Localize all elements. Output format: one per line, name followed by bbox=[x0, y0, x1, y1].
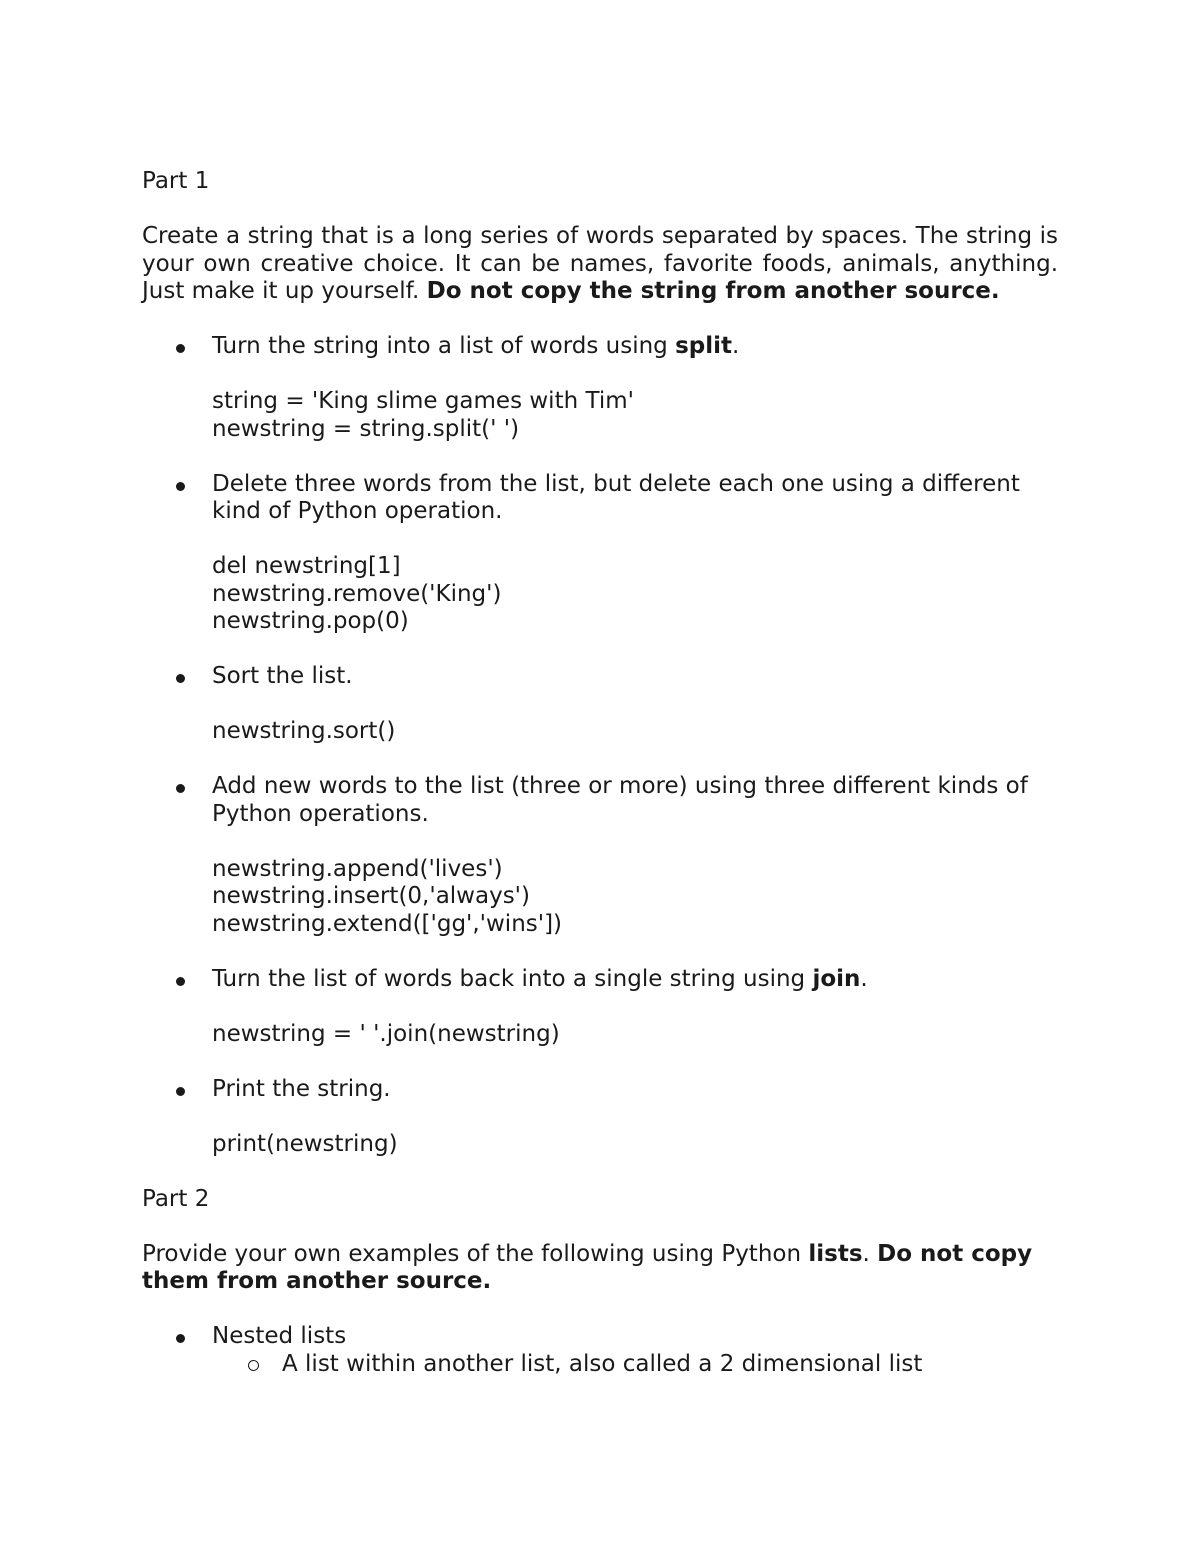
item-text: Nested lists bbox=[212, 1323, 347, 1349]
code-line: newstring = string.split(' ') bbox=[212, 415, 520, 442]
sub-list-item bbox=[142, 1351, 1058, 1379]
bullet-icon bbox=[176, 1087, 185, 1096]
list-item bbox=[142, 966, 1058, 994]
bullet-icon bbox=[176, 1334, 185, 1343]
part1-intro-text: Create a string that is a long series of words separated by spaces. The string is your own creative choice. It can be names, favorite foods, animals, anything. Just make it up yourself. bbox=[142, 223, 1058, 304]
code-line: newstring = ' '.join(newstring) bbox=[212, 1020, 560, 1047]
list-item bbox=[142, 1076, 1058, 1104]
item-text: Turn the list of words back into a single string using bbox=[212, 965, 813, 992]
code-example bbox=[142, 718, 1058, 746]
part2-intro-warning: Do not copy them from another source. bbox=[142, 1240, 1033, 1294]
code-line: newstring.extend(['gg','wins']) bbox=[212, 910, 563, 937]
part2-intro-mid: . bbox=[862, 1240, 878, 1267]
item-text: Delete three words from the list, but delete each one using a different kind of Python operation. bbox=[212, 470, 1020, 524]
code-line: newstring.remove('King') bbox=[212, 580, 502, 607]
bullet-icon bbox=[176, 674, 185, 683]
code-line: newstring.append('lives') bbox=[212, 855, 503, 882]
part2-intro-text: Provide your own examples of the following using Python bbox=[142, 1240, 809, 1267]
item-text: Print the string. bbox=[212, 1075, 391, 1102]
list-item bbox=[142, 773, 1058, 828]
code-line: print(newstring) bbox=[212, 1130, 398, 1157]
code-line: string = 'King slime games with Tim' bbox=[212, 388, 634, 414]
item-text: Add new words to the list (three or more) using three different kinds of Python operations. bbox=[212, 773, 1028, 827]
code-example bbox=[142, 1021, 1058, 1049]
part1-intro bbox=[142, 223, 1058, 306]
sub-item-text: A list within another list, also called a 2 dimensional list bbox=[282, 1350, 923, 1377]
document-page bbox=[142, 168, 1058, 1378]
code-example bbox=[142, 388, 1058, 443]
code-line: del newstring[1] bbox=[212, 553, 401, 579]
part1-intro-warning: Do not copy the string from another source. bbox=[426, 278, 1000, 304]
list-item bbox=[142, 471, 1058, 526]
part2-intro-keyword: lists bbox=[808, 1240, 863, 1267]
item-text: Sort the list. bbox=[212, 663, 353, 689]
item-keyword: join bbox=[812, 965, 861, 992]
list-item bbox=[142, 663, 1058, 691]
part1-heading: Part 1 bbox=[142, 168, 210, 194]
code-example bbox=[142, 856, 1058, 939]
list-item bbox=[142, 333, 1058, 361]
part2-intro bbox=[142, 1241, 1058, 1296]
hollow-bullet-icon bbox=[248, 1360, 259, 1371]
item-text-end: . bbox=[860, 965, 868, 992]
item-text: Turn the string into a list of words using bbox=[212, 333, 676, 359]
item-keyword: split bbox=[675, 333, 732, 359]
bullet-icon bbox=[176, 482, 185, 491]
part2-heading: Part 2 bbox=[142, 1185, 210, 1212]
code-example bbox=[142, 553, 1058, 636]
code-example bbox=[142, 1131, 1058, 1159]
bullet-icon bbox=[176, 344, 185, 353]
bullet-icon bbox=[176, 784, 185, 793]
code-line: newstring.insert(0,'always') bbox=[212, 883, 530, 909]
bullet-icon bbox=[176, 977, 185, 986]
list-item bbox=[142, 1323, 1058, 1351]
item-text-end: . bbox=[732, 333, 740, 359]
code-line: newstring.sort() bbox=[212, 718, 396, 744]
code-line: newstring.pop(0) bbox=[212, 608, 409, 634]
